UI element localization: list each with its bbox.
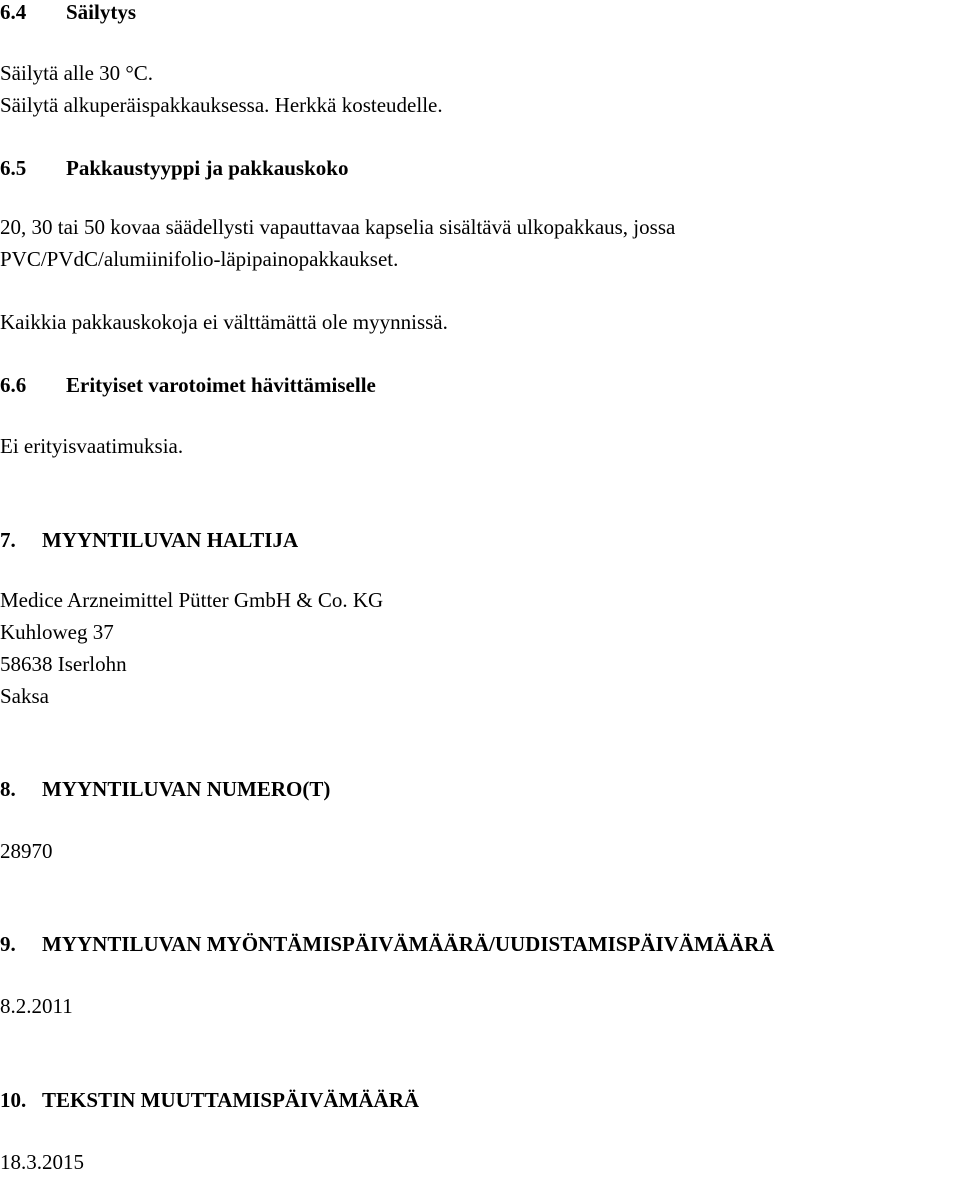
authorisation-number: 28970	[0, 839, 53, 863]
text-line: Säilytä alle 30 °C.	[0, 61, 154, 85]
heading-title: Erityiset varotoimet hävittämiselle	[66, 373, 376, 397]
heading-title: TEKSTIN MUUTTAMISPÄIVÄMÄÄRÄ	[42, 1088, 420, 1112]
heading-6-4	[0, 0, 136, 28]
heading-number: 8.	[0, 777, 16, 801]
heading-number: 9.	[0, 932, 16, 956]
heading-number: 7.	[0, 528, 16, 552]
heading-10	[0, 1084, 419, 1116]
text-line: 20, 30 tai 50 kovaa säädellysti vapauttavaa kapselia sisältävä ulkopakkaus, jossa	[0, 215, 676, 239]
disposal-text: Ei erityisvaatimuksia.	[0, 434, 184, 458]
revision-date: 18.3.2015	[0, 1150, 84, 1174]
heading-8	[0, 773, 330, 805]
heading-title: Säilytys	[66, 0, 137, 24]
heading-number: 6.4	[0, 0, 27, 24]
holder-address	[0, 584, 383, 712]
address-line: 58638 Iserlohn	[0, 652, 127, 676]
storage-text	[0, 57, 443, 121]
heading-6-5	[0, 152, 348, 184]
heading-7	[0, 524, 298, 556]
heading-title: MYYNTILUVAN NUMERO(T)	[42, 777, 331, 801]
heading-number: 10.	[0, 1088, 27, 1112]
heading-6-6	[0, 369, 376, 401]
heading-title: MYYNTILUVAN MYÖNTÄMISPÄIVÄMÄÄRÄ/UUDISTAMISPÄIVÄMÄÄRÄ	[42, 932, 775, 956]
text-line: PVC/PVdC/alumiinifolio-läpipainopakkaukset.	[0, 247, 399, 271]
address-line: Kuhloweg 37	[0, 620, 114, 644]
package-availability-text: Kaikkia pakkauskokoja ei välttämättä ole myynnissä.	[0, 310, 448, 334]
authorisation-date: 8.2.2011	[0, 994, 73, 1018]
heading-title: Pakkaustyyppi ja pakkauskoko	[66, 156, 349, 180]
text-line: Säilytä alkuperäispakkauksessa. Herkkä kosteudelle.	[0, 93, 443, 117]
heading-number: 6.6	[0, 373, 27, 397]
heading-title: MYYNTILUVAN HALTIJA	[42, 528, 299, 552]
package-text	[0, 211, 675, 275]
heading-9	[0, 928, 774, 960]
address-line: Saksa	[0, 684, 49, 708]
address-line: Medice Arzneimittel Pütter GmbH & Co. KG	[0, 588, 384, 612]
heading-number: 6.5	[0, 156, 27, 180]
